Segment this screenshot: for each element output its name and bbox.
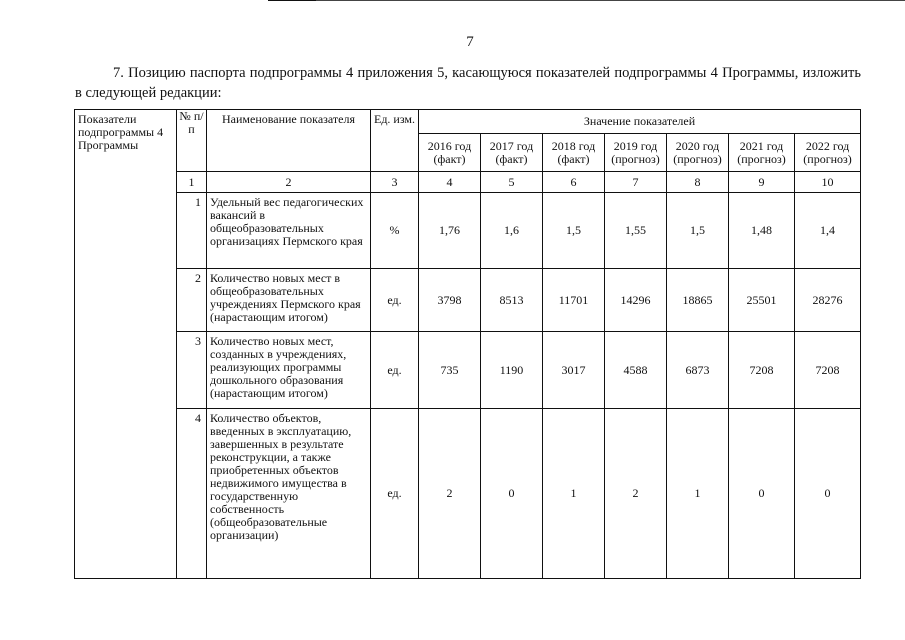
indicator-name: Удельный вес педагогических вакансий в общеобразовательных организациях Пермского края [207, 193, 371, 269]
row-number: 3 [177, 332, 207, 409]
indicator-value: 14296 [605, 269, 667, 332]
year-header: 2020 год (прогноз) [667, 134, 729, 172]
table-row [75, 193, 861, 269]
indicator-value: 1,48 [729, 193, 795, 269]
indicator-name: Количество объектов, введенных в эксплуатацию, завершенных в результате реконструкции, а также приобретенных объектов недвижимого имущества в государственную собственность (общеобразовательные организации) [207, 409, 371, 579]
indicator-unit: ед. [371, 332, 419, 409]
unit-header: Ед. изм. [371, 110, 419, 172]
num-header: № п/п [177, 110, 207, 172]
indicator-value: 1,6 [481, 193, 543, 269]
indicator-unit: % [371, 193, 419, 269]
top-rule-mark [268, 0, 316, 1]
year-header: 2018 год (факт) [543, 134, 605, 172]
values-header: Значение показателей [419, 110, 861, 134]
indicator-value: 1,76 [419, 193, 481, 269]
indicator-value: 18865 [667, 269, 729, 332]
intro-paragraph: 7. Позицию паспорта подпрограммы 4 приложения 5, касающуюся показателей подпрограммы 4 Программы, изложить в следующей редакции: [75, 65, 861, 101]
indicator-value: 1,5 [543, 193, 605, 269]
column-number: 3 [371, 172, 419, 193]
row-number: 4 [177, 409, 207, 579]
row-number: 2 [177, 269, 207, 332]
table-row [75, 332, 861, 409]
indicator-value: 1190 [481, 332, 543, 409]
indicator-value: 11701 [543, 269, 605, 332]
indicator-value: 2 [605, 409, 667, 579]
indicator-value: 7208 [795, 332, 861, 409]
indicator-unit: ед. [371, 269, 419, 332]
column-number: 9 [729, 172, 795, 193]
indicator-value: 0 [481, 409, 543, 579]
indicator-unit: ед. [371, 409, 419, 579]
indicator-value: 1,5 [667, 193, 729, 269]
year-header: 2017 год (факт) [481, 134, 543, 172]
table-row [75, 409, 861, 579]
indicator-value: 4588 [605, 332, 667, 409]
indicator-name: Количество новых мест, созданных в учреждениях, реализующих программы дошкольного образования (нарастающим итогом) [207, 332, 371, 409]
year-header: 2019 год (прогноз) [605, 134, 667, 172]
column-number: 4 [419, 172, 481, 193]
top-rule [268, 0, 905, 1]
indicator-name: Количество новых мест в общеобразовательных учреждениях Пермского края (нарастающим итогом) [207, 269, 371, 332]
column-number: 6 [543, 172, 605, 193]
indicator-value: 1 [543, 409, 605, 579]
column-number: 5 [481, 172, 543, 193]
indicator-value: 2 [419, 409, 481, 579]
indicator-value: 3017 [543, 332, 605, 409]
indicator-value: 1,4 [795, 193, 861, 269]
indicator-value: 735 [419, 332, 481, 409]
column-number: 7 [605, 172, 667, 193]
indicators-table [74, 109, 861, 579]
indicator-value: 25501 [729, 269, 795, 332]
indicator-value: 0 [729, 409, 795, 579]
indicator-value: 1 [667, 409, 729, 579]
indicator-value: 3798 [419, 269, 481, 332]
year-header: 2022 год (прогноз) [795, 134, 861, 172]
page-number: 7 [466, 34, 474, 50]
indicator-value: 7208 [729, 332, 795, 409]
year-header: 2021 год (прогноз) [729, 134, 795, 172]
table-row [75, 269, 861, 332]
indicator-value: 28276 [795, 269, 861, 332]
column-number: 10 [795, 172, 861, 193]
name-header: Наименование показателя [207, 110, 371, 172]
column-number: 8 [667, 172, 729, 193]
indicator-value: 6873 [667, 332, 729, 409]
column-number: 1 [177, 172, 207, 193]
indicator-value: 8513 [481, 269, 543, 332]
column-number: 2 [207, 172, 371, 193]
indicator-value: 0 [795, 409, 861, 579]
row-number: 1 [177, 193, 207, 269]
indicator-value: 1,55 [605, 193, 667, 269]
indicators-label: Показатели подпрограммы 4 Программы [75, 110, 177, 579]
year-header: 2016 год (факт) [419, 134, 481, 172]
